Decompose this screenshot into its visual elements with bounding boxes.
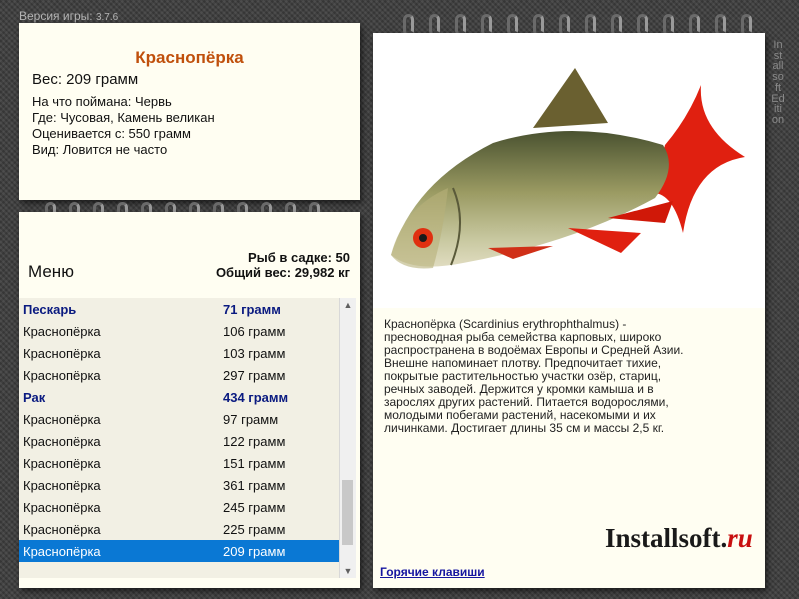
list-item[interactable] — [19, 320, 339, 342]
list-item-weight: 245 грамм — [223, 500, 286, 515]
fish-name-title: Краснопёрка — [135, 48, 244, 67]
catch-stats — [216, 250, 350, 280]
list-item-weight: 106 грамм — [223, 324, 286, 339]
list-item-weight: 71 грамм — [223, 302, 281, 317]
list-item-name: Краснопёрка — [23, 522, 101, 537]
catch-menu-card — [19, 212, 360, 588]
list-item-name: Рак — [23, 390, 46, 405]
list-item[interactable] — [19, 474, 339, 496]
list-item[interactable] — [19, 364, 339, 386]
list-item-name: Краснопёрка — [23, 368, 101, 383]
fish-count: Рыб в садке: 50 — [247, 250, 350, 265]
installsoft-logo: Installsoft.ru — [605, 523, 753, 553]
location-line: Где: Чусовая, Камень великан — [32, 110, 215, 125]
list-item-weight: 297 грамм — [223, 368, 286, 383]
list-item-name: Краснопёрка — [23, 478, 101, 493]
catch-info-card — [19, 23, 360, 200]
list-item[interactable] — [19, 496, 339, 518]
list-item[interactable] — [19, 518, 339, 540]
list-scrollbar[interactable] — [339, 298, 356, 578]
list-item-name: Краснопёрка — [23, 346, 101, 361]
catch-list[interactable] — [19, 298, 339, 578]
list-item-weight: 151 грамм — [223, 456, 286, 471]
scrollbar-thumb[interactable] — [342, 480, 353, 545]
list-item-name: Краснопёрка — [23, 324, 101, 339]
fish-encyclopedia-card — [373, 33, 765, 588]
list-item-weight: 209 грамм — [223, 544, 286, 559]
fish-description: Краснопёрка (Scardinius erythrophthalmus) - пресноводная рыба семейства карповых, широко распространена в водоёмах Европы и Средней Азии. Внешне напоминает плотву. Предпочитает тихие, покрытые растительностью участки озёр, стариц, речных заводей. Держится у кромки камыша и в зарослях других растений. Питается водорослями, молодыми побегами растений, насекомыми и их личинками. Достигает длины 35 см и массы 2,5 кг. — [384, 317, 684, 435]
list-item[interactable] — [19, 452, 339, 474]
scroll-up-arrow-icon[interactable]: ▲ — [343, 300, 353, 310]
list-item-weight: 361 грамм — [223, 478, 286, 493]
hotkeys-link[interactable]: Горячие клавиши — [380, 565, 485, 579]
list-item[interactable] — [19, 540, 339, 562]
edition-vertical-text: Installsoft Edition — [771, 39, 785, 126]
scroll-down-arrow-icon[interactable]: ▼ — [343, 566, 353, 576]
version-number: 3.7.6 — [95, 12, 119, 23]
list-item-weight: 225 грамм — [223, 522, 286, 537]
total-weight: Общий вес: 29,982 кг — [215, 265, 350, 280]
fish-photo — [373, 33, 765, 308]
value-line: Оценивается с: 550 грамм — [32, 126, 191, 141]
list-item-weight: 103 грамм — [223, 346, 286, 361]
list-item-weight: 434 грамм — [223, 390, 289, 405]
list-item-weight: 122 грамм — [223, 434, 286, 449]
list-item[interactable] — [19, 408, 339, 430]
list-item[interactable] — [19, 386, 339, 408]
version-label: Версия игры: 3.7.6 — [19, 9, 119, 23]
list-item-name: Пескарь — [23, 302, 77, 317]
rudd-fish-illustration — [373, 33, 765, 308]
list-item-weight: 97 грамм — [223, 412, 279, 427]
list-item[interactable] — [19, 342, 339, 364]
fish-weight: Вес: 209 грамм — [32, 71, 139, 88]
menu-title[interactable]: Меню — [28, 262, 74, 281]
bait-line: На что поймана: Червь — [32, 94, 172, 109]
list-item-name: Краснопёрка — [23, 412, 101, 427]
species-line: Вид: Ловится не часто — [32, 142, 168, 157]
list-item[interactable] — [19, 298, 339, 320]
list-item-name: Краснопёрка — [23, 500, 101, 515]
list-item-name: Краснопёрка — [23, 434, 101, 449]
list-item-name: Краснопёрка — [23, 456, 101, 471]
list-item-name: Краснопёрка — [23, 544, 101, 559]
list-item[interactable] — [19, 430, 339, 452]
